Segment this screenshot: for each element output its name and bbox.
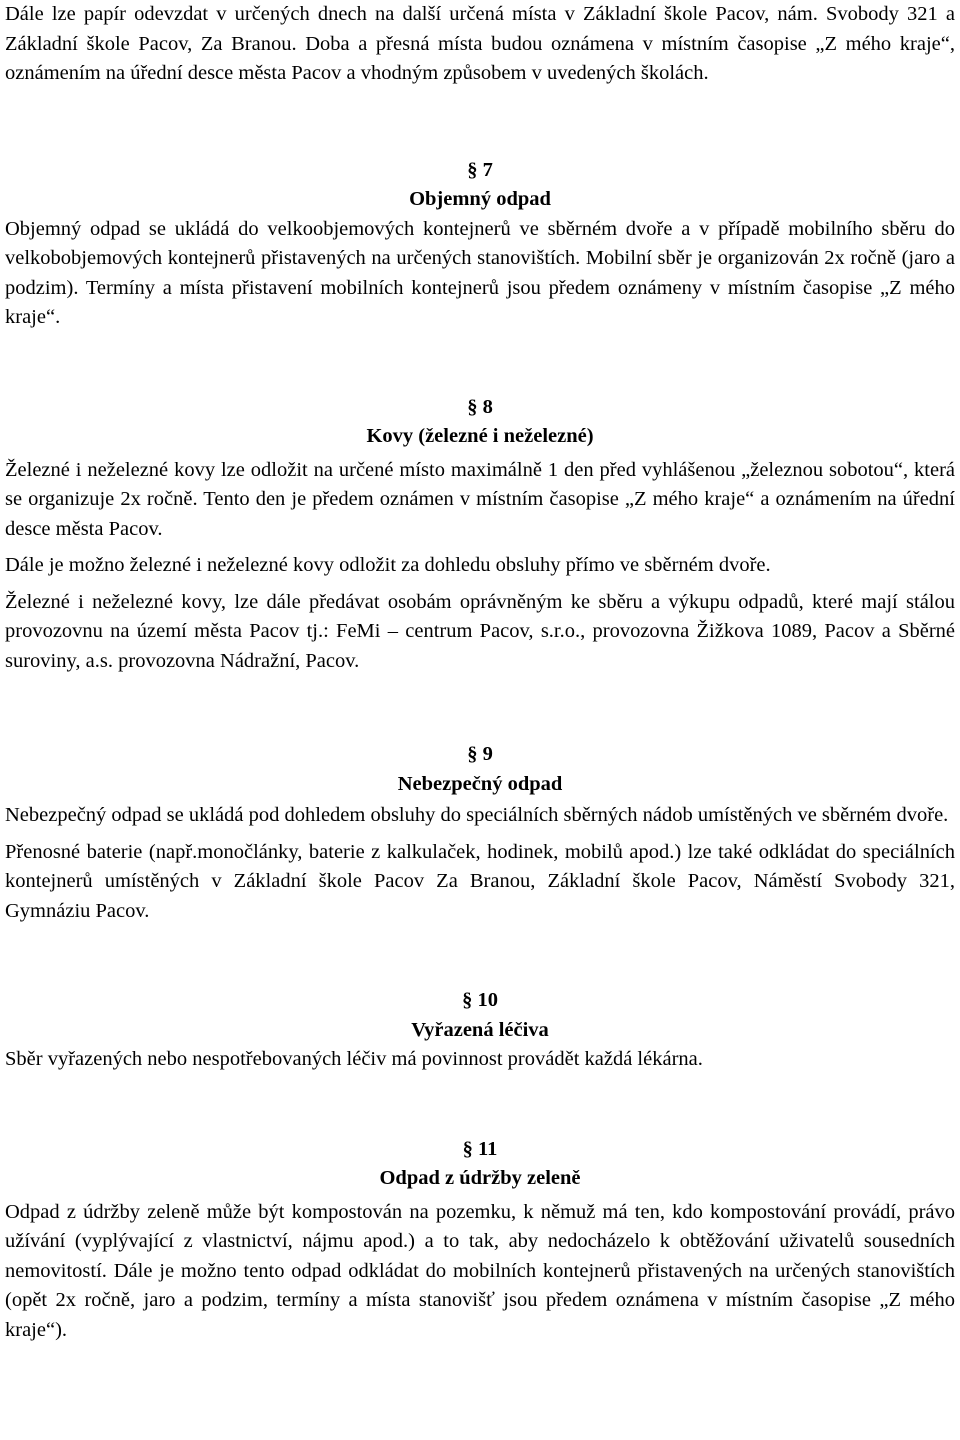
section-number: § 11: [462, 1137, 498, 1160]
section-paragraph: Železné i neželezné kovy lze odložit na určené místo maximálně 1 den před vyhlášenou „železnou sobotou“, která se organizuje 2x ročně. Tento den je předem oznámen v místním časopise „Z mého kraje“ a oznámením na úřední desce města Pacov.: [5, 458, 955, 540]
section-paragraph: Nebezpečný odpad se ukládá pod dohledem obsluhy do speciálních sběrných nádob umístěných ve sběrném dvoře.: [5, 804, 949, 826]
section-title: Nebezpečný odpad: [397, 772, 563, 795]
section-number: § 8: [467, 395, 493, 418]
section-number: § 9: [467, 743, 493, 765]
section-number: § 7: [467, 158, 493, 181]
section-10: [5, 986, 955, 1075]
section-9: [5, 740, 955, 926]
section-title: Odpad z údržby zeleně: [379, 1167, 581, 1189]
section-number: § 10: [462, 989, 498, 1011]
section-paragraph: Přenosné baterie (např.monočlánky, baterie z kalkulaček, hodinek, mobilů apod.) lze také odkládat do speciálních kontejnerů umístěných v Základní škole Pacov Za Branou, Základní škole Pacov, Náměstí Svobody 321, Gymnáziu Pacov.: [5, 840, 955, 922]
section-title: Vyřazená léčiva: [411, 1018, 549, 1041]
section-title: Objemný odpad: [409, 188, 551, 210]
intro-paragraph: Dále lze papír odevzdat v určených dnech na další určená místa v Základní škole Pacov, nám. Svobody 321 a Základní škole Pacov, Za Branou. Doba a přesná místa budou oznámena v místním časopise „Z mého kraje“, oznámením na úřední desce města Pacov a vhodným způsobem v uvedených školách.: [5, 3, 955, 84]
section-11: [5, 1135, 955, 1346]
section-paragraph: Dále je možno železné i neželezné kovy odložit za dohledu obsluhy přímo ve sběrném dvoře.: [5, 554, 771, 576]
section-paragraph: Odpad z údržby zeleně může být kompostován na pozemku, k němuž má ten, kdo kompostování provádí, právo užívání (vyplývající z vlastnictví, nájmu apod.) a to tak, aby nedocházelo k obtěžování uživatelů sousedních nemovitostí. Dále je možno tento odpad odkládat do mobilních kontejnerů přistavených na určených stanovištích (opět 2x ročně, jaro a podzim, termíny a místa stanovišť jsou předem oznámena v místním časopise „Z mého kraje“).: [5, 1200, 955, 1341]
section-paragraph: Sběr vyřazených nebo nespotřebovaných léčiv má povinnost provádět každá lékárna.: [5, 1048, 703, 1070]
section-paragraph: Železné i neželezné kovy, lze dále předávat osobám oprávněným ke sběru a výkupu odpadů, které mají stálou provozovnu na území města Pacov tj.: FeMi – centrum Pacov, s.r.o., provozovna Žižkova 1089, Pacov a Sběrné suroviny, a.s. provozovna Nádražní, Pacov.: [5, 590, 955, 672]
section-paragraph: Objemný odpad se ukládá do velkoobjemových kontejnerů ve sběrném dvoře a v případě mobilního sběru do velkobobjemových kontejnerů přistavených na určených stanovištích. Mobilní sběr je organizován 2x ročně (jaro a podzim). Termíny a místa přistavení mobilních kontejnerů jsou předem oznámeny v místním časopise „Z mého kraje“.: [5, 217, 955, 328]
section-title: Kovy (železné i neželezné): [366, 425, 594, 447]
section-7: [5, 156, 955, 333]
section-8: [5, 393, 955, 677]
